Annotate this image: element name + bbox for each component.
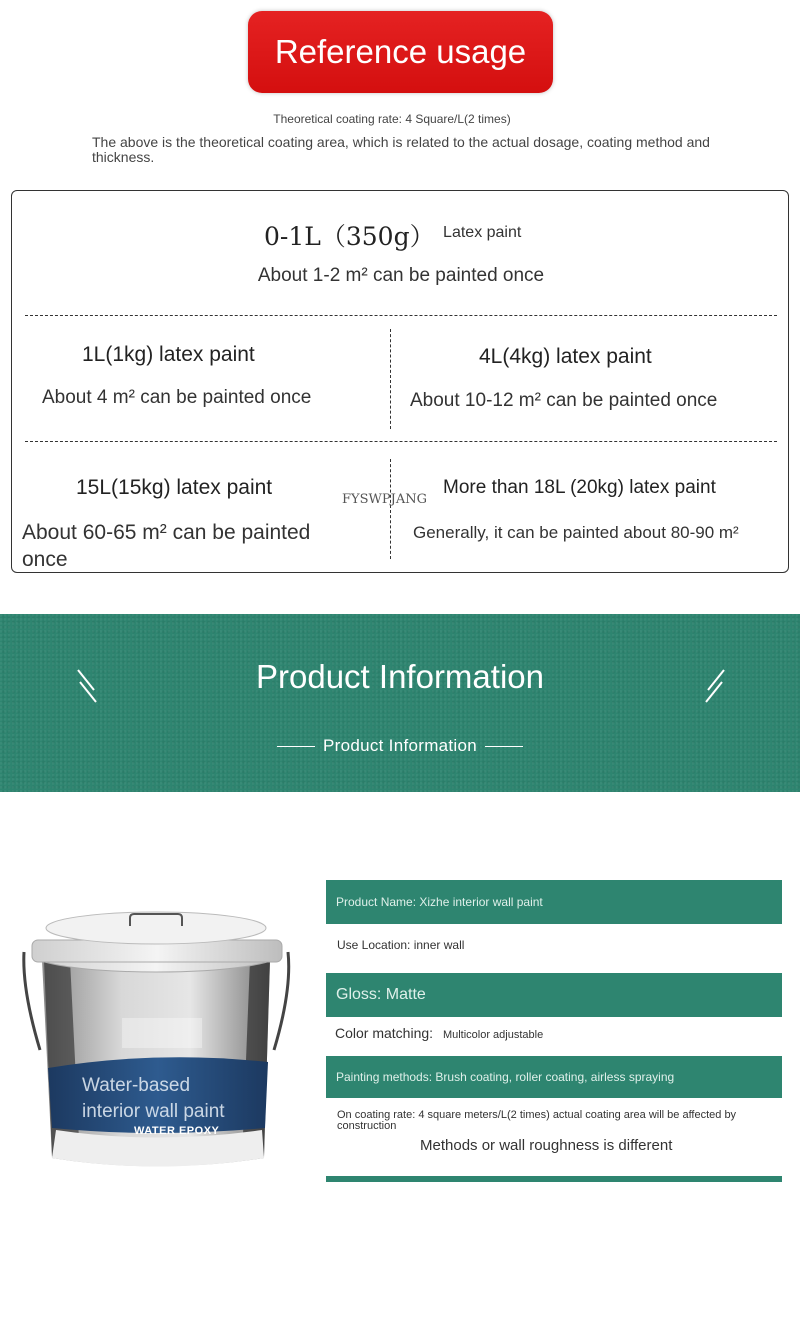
divider [25, 441, 777, 442]
product-info-banner [0, 614, 800, 792]
color-matching-value: Multicolor adjustable [442, 1029, 544, 1041]
usage-table [11, 190, 789, 573]
divider [390, 459, 391, 559]
reference-usage-button: Reference usage [248, 11, 553, 93]
divider [390, 329, 391, 429]
bucket-label-line1: Water-based [82, 1075, 191, 1096]
use-location: Use Location: inner wall [337, 938, 465, 952]
usage-15l-coverage: About 60-65 m² can be painted once [22, 521, 311, 571]
gloss-row [326, 973, 782, 1017]
coating-rate-text: Theoretical coating rate: 4 Square/L(2 times) [273, 112, 511, 126]
usage-1l-coverage: About 4 m² can be painted once [42, 387, 312, 408]
dash-line [277, 746, 315, 747]
watermark-text: FYSWPJANG [342, 492, 427, 507]
product-name-row [326, 880, 782, 924]
usage-4l-title: 4L(4kg) latex paint [479, 345, 652, 368]
usage-18l-coverage: Generally, it can be painted about 80-90 m² [413, 523, 739, 542]
divider [25, 315, 777, 316]
wall-roughness-note: Methods or wall roughness is different [420, 1137, 673, 1154]
painting-methods: Painting methods: Brush coating, roller coating, airless spraying [336, 1070, 675, 1084]
usage-top-size: 0-1L（350g） [264, 222, 435, 251]
gloss: Gloss: Matte [336, 986, 426, 1003]
usage-1l-title: 1L(1kg) latex paint [82, 343, 255, 366]
color-matching-row [335, 1025, 543, 1041]
color-matching-label: Color matching: [335, 1025, 434, 1041]
usage-15l-title: 15L(15kg) latex paint [76, 476, 273, 499]
usage-4l-coverage: About 10-12 m² can be painted once [410, 390, 718, 411]
dash-line [485, 746, 523, 747]
coating-note: The above is the theoretical coating area, which is related to the actual dosage, coating method and thickness. [92, 134, 710, 165]
bottom-bar [326, 1176, 782, 1182]
coating-rate: On coating rate: 4 square meters/L(2 times) actual coating area will be affected by construction [337, 1109, 737, 1132]
painting-methods-row [326, 1056, 782, 1098]
usage-top-type: Latex paint [443, 224, 522, 241]
banner-title: Product Information [256, 658, 544, 695]
banner-subtitle [0, 736, 800, 756]
product-name: Product Name: Xizhe interior wall paint [336, 895, 543, 909]
usage-top-title [264, 217, 521, 253]
usage-top-coverage: About 1-2 m² can be painted once [257, 265, 545, 286]
usage-18l-title: More than 18L (20kg) latex paint [443, 477, 716, 498]
banner-subtitle-text: Product Information [322, 736, 478, 755]
bucket-brand: WATER EPOXY [134, 1125, 220, 1137]
bucket-label-line2: interior wall paint [82, 1101, 225, 1122]
